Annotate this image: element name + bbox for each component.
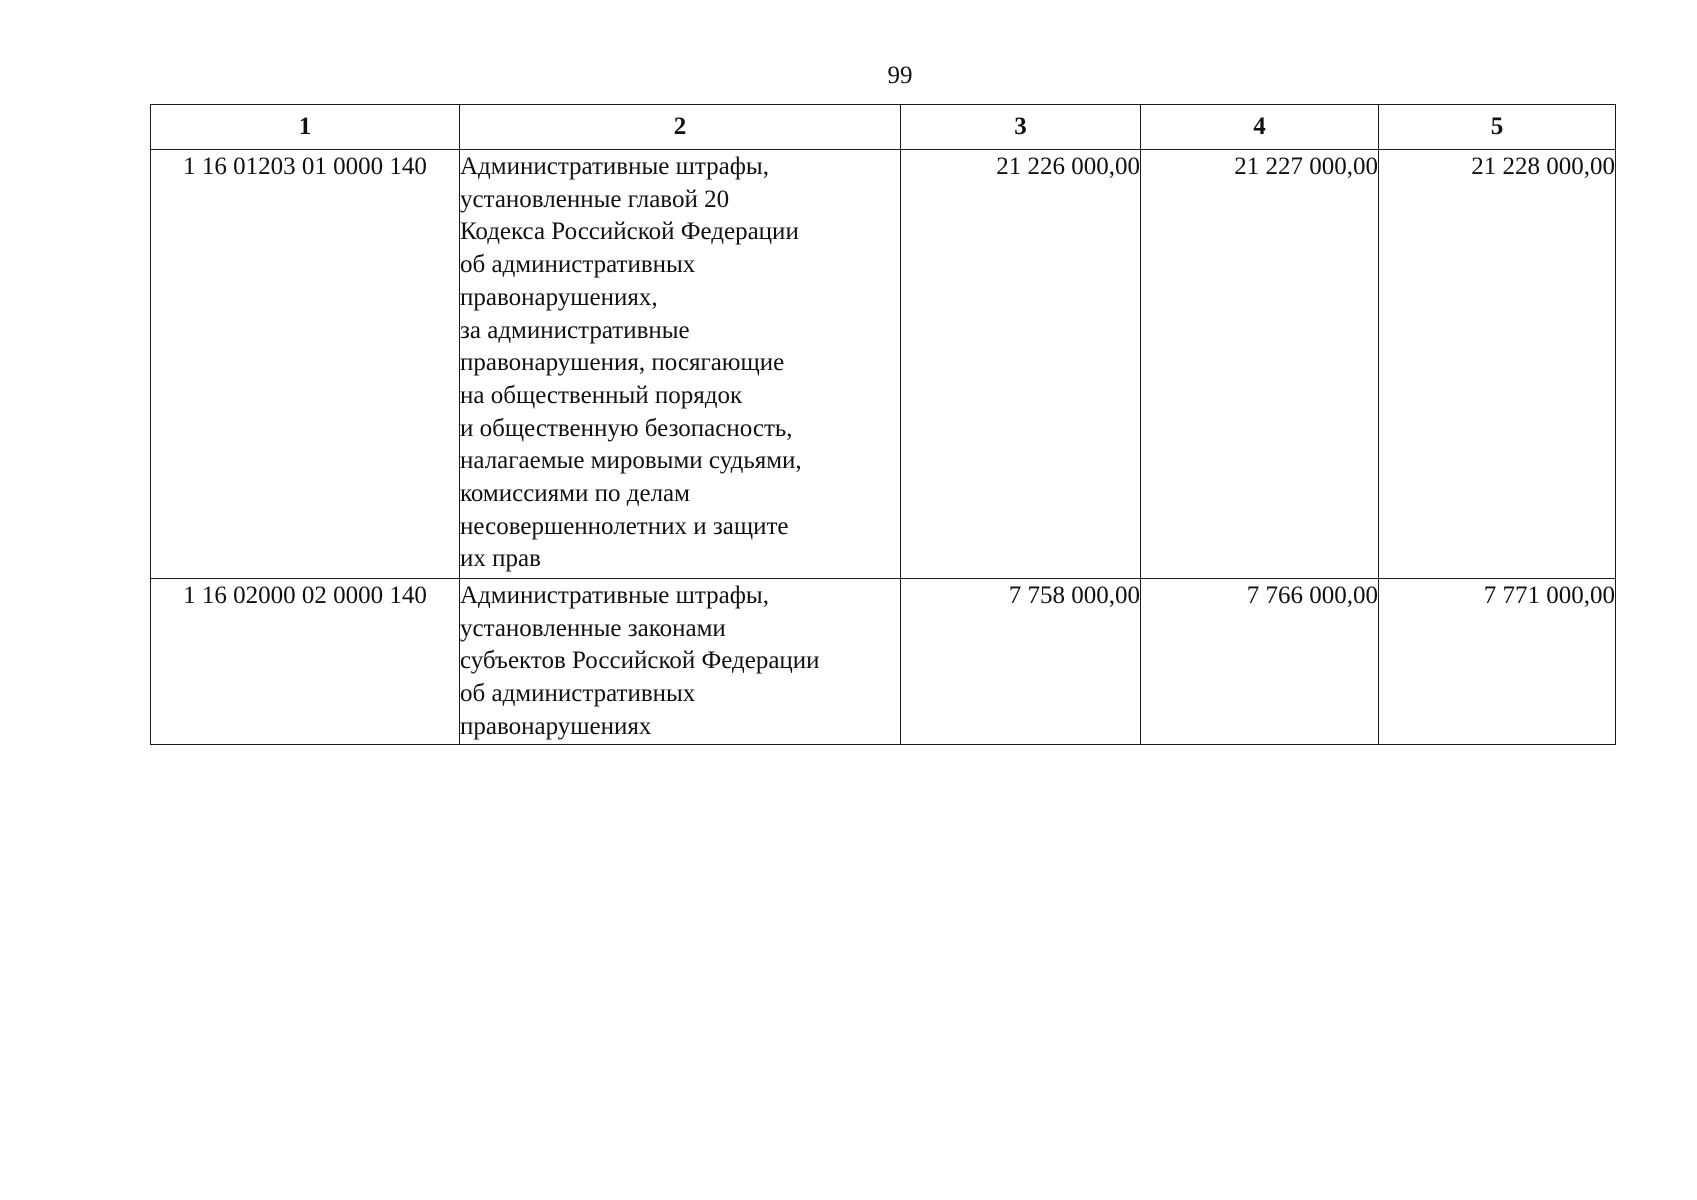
- amount-col3-cell: 7 758 000,00: [901, 579, 1141, 745]
- column-header-2: 2: [460, 105, 901, 150]
- column-header-5: 5: [1379, 105, 1616, 150]
- revenue-name-cell: Административные штрафы, установленные законами субъектов Российской Федерации об административных правонарушениях: [460, 579, 901, 745]
- amount-col3-cell: 21 226 000,00: [901, 150, 1141, 579]
- table-body: [151, 150, 1616, 745]
- revenue-table: [150, 104, 1616, 745]
- revenue-name-cell: Административные штрафы, установленные главой 20 Кодекса Российской Федерации об административных правонарушениях, за административные правонарушения, посягающие на общественный порядок и общественную безопасность, налагаемые мировыми судьями, комиссиями по делам несовершеннолетних и защите их прав: [460, 150, 901, 579]
- table-row: [151, 579, 1616, 745]
- column-header-1: 1: [151, 105, 460, 150]
- revenue-code-cell: 1 16 01203 01 0000 140: [151, 150, 460, 579]
- column-header-3: 3: [901, 105, 1141, 150]
- header-row: [151, 105, 1616, 150]
- table-row: [151, 150, 1616, 579]
- page-number: 99: [887, 62, 913, 89]
- amount-col4-cell: 7 766 000,00: [1141, 579, 1379, 745]
- revenue-code-cell: 1 16 02000 02 0000 140: [151, 579, 460, 745]
- amount-col5-cell: 21 228 000,00: [1379, 150, 1616, 579]
- table-header: [151, 105, 1616, 150]
- column-header-4: 4: [1141, 105, 1379, 150]
- amount-col5-cell: 7 771 000,00: [1379, 579, 1616, 745]
- amount-col4-cell: 21 227 000,00: [1141, 150, 1379, 579]
